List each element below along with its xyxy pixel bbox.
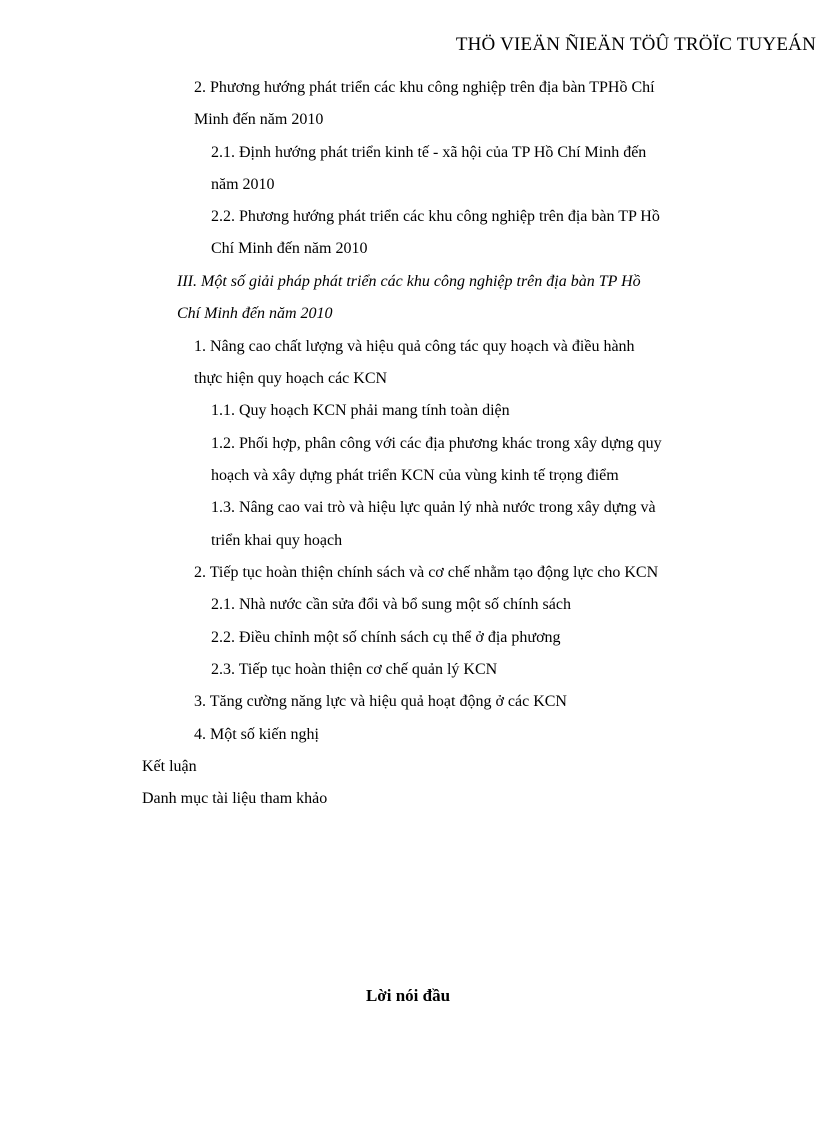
toc-line: 1.3. Nâng cao vai trò và hiệu lực quản lý nhà nước trong xây dựng và [211,499,656,516]
toc-line: Minh đến năm 2010 [194,111,324,128]
toc-line: 2. Tiếp tục hoàn thiện chính sách và cơ chế nhằm tạo động lực cho KCN [194,564,659,581]
toc-line: thực hiện quy hoạch các KCN [194,370,388,387]
toc-line: Chí Minh đến năm 2010 [211,240,368,257]
toc-line: Chí Minh đến năm 2010 [177,305,333,322]
toc-line: 1. Nâng cao chất lượng và hiệu quả công tác quy hoạch và điều hành [194,338,635,355]
section-title: Lời nói đầu [365,986,451,1005]
page-header: THÖ VIEÄN ÑIEÄN TÖÛ TRÖÏC TUYEÁN [455,34,816,55]
toc-line: 2.1. Nhà nước cần sửa đổi và bổ sung một số chính sách [211,596,571,613]
toc-line: 2. Phương hướng phát triển các khu công nghiệp trên địa bàn TPHồ Chí [194,79,655,96]
toc-line: Kết luận [142,758,197,775]
toc-line: 2.1. Định hướng phát triển kinh tế - xã hội của TP Hồ Chí Minh đến [211,144,647,161]
toc-line: 1.1. Quy hoạch KCN phải mang tính toàn diện [211,402,510,419]
toc-line: 2.3. Tiếp tục hoàn thiện cơ chế quản lý KCN [211,661,498,678]
toc-line: 2.2. Điều chỉnh một số chính sách cụ thể ở địa phương [211,629,561,646]
toc-line: hoạch và xây dựng phát triển KCN của vùng kinh tế trọng điểm [211,467,619,484]
toc-line: 3. Tăng cường năng lực và hiệu quả hoạt động ở các KCN [194,693,567,710]
toc-line: 4. Một số kiến nghị [194,726,319,743]
toc-line: triển khai quy hoạch [211,532,343,549]
toc-line: năm 2010 [211,176,275,193]
toc-line: III. Một số giải pháp phát triển các khu công nghiệp trên địa bàn TP Hồ [177,273,641,290]
toc-line: Danh mục tài liệu tham khảo [142,790,328,807]
toc-line: 1.2. Phối hợp, phân công với các địa phương khác trong xây dựng quy [211,435,662,452]
toc-line: 2.2. Phương hướng phát triển các khu công nghiệp trên địa bàn TP Hồ [211,208,660,225]
